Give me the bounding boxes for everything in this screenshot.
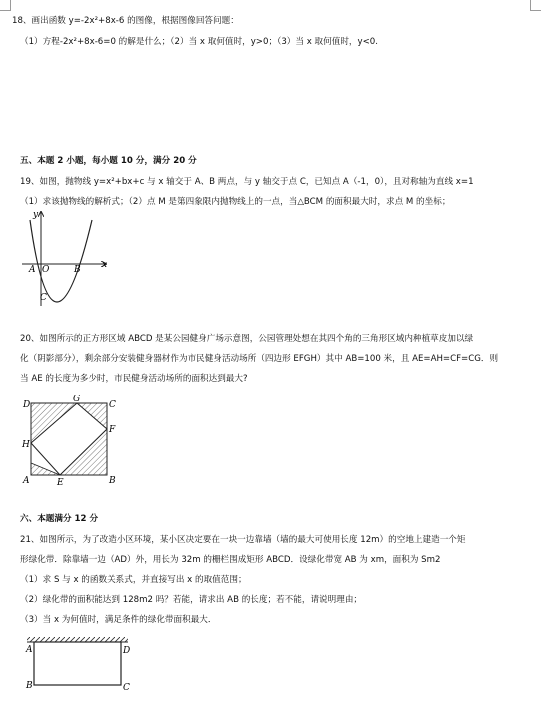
q19-line1: 19、如图，抛物线 y=x²+bx+c 与 x 轴交于 A、B 两点，与 y 轴交于点 C，已知点 A（-1，0），且对称轴为直线 x=1 — [20, 177, 474, 187]
q21-wall — [27, 637, 128, 642]
q19-parabola-curve — [30, 220, 92, 302]
q19-label-B: B — [74, 265, 81, 275]
q20-label-G: G — [73, 395, 81, 404]
page-corner-mark-left — [0, 0, 11, 11]
q21-line2: 形绿化带．除靠墙一边（AD）外，用长为 32m 的栅栏围成矩形 ABCD．设绿化带宽 AB 为 xm，面积为 Sm2 — [20, 555, 441, 565]
q21-label-B: B — [26, 681, 33, 691]
q19-label-C: C — [40, 293, 47, 303]
q21-label-D: D — [123, 646, 131, 656]
q21-line1: 21、如图所示，为了改造小区环境，某小区决定要在一块一边靠墙（墙的最大可使用长度 12m）的空地上建造一个矩 — [20, 535, 466, 545]
q20-line2: 化（阴影部分），剩余部分安装健身器材作为市民健身活动场所（四边形 EFGH）其中 AB=100 米，且 AE=AH=CF=CG．则 — [20, 354, 499, 364]
q19-label-O: O — [42, 265, 50, 275]
section5-heading: 五、本题 2 小题，每小题 10 分，满分 20 分 — [20, 156, 197, 166]
q19-parabola-figure — [20, 208, 115, 308]
q21-label-A: A — [26, 645, 33, 655]
q21-label-C: C — [123, 683, 130, 693]
q20-label-H: H — [22, 440, 30, 450]
q21-rectangle-abcd — [34, 642, 121, 685]
q19-label-x: x — [102, 260, 108, 270]
q21-line4: （2）绿化带的面积能达到 128m2 吗？若能，请求出 AB 的长度；若不能，请说明理由； — [20, 595, 363, 605]
q20-label-B: B — [109, 476, 116, 486]
q20-label-D: D — [23, 400, 31, 410]
q18-line1: 18、画出函数 y=-2x²+8x-6 的图像，根据图像回答问题： — [12, 16, 239, 26]
q20-label-C: C — [109, 400, 116, 410]
q19-line2: （1）求该抛物线的解析式；（2）点 M 是第四象限内抛物线上的一点，当△BCM 的面积最大时，求点 M 的坐标； — [20, 197, 451, 207]
q20-line1: 20、如图所示的正方形区域 ABCD 是某公园健身广场示意图，公园管理处想在其四个角的三角形区域内种植草皮加以绿 — [20, 334, 474, 344]
q20-label-A: A — [23, 476, 30, 486]
q20-line3: 当 AE 的长度为多少时，市民健身活动场所的面积达到最大? — [20, 374, 248, 384]
section6-heading: 六、本题满分 12 分 — [20, 514, 99, 524]
q20-label-E: E — [57, 478, 64, 487]
q20-square-figure — [20, 395, 120, 487]
q19-label-A: A — [29, 265, 36, 275]
q21-rectangle-figure — [20, 632, 140, 694]
q20-label-F: F — [109, 425, 116, 435]
q19-label-y: y — [33, 210, 39, 220]
page-corner-mark-right — [530, 0, 541, 11]
q18-line2: （1）方程-2x²+8x-6=0 的解是什么；（2）当 x 取何值时，y>0；（3）当 x 取何值时，y<0. — [20, 37, 378, 47]
q21-line3: （1）求 S 与 x 的函数关系式，并直接写出 x 的取值范围； — [20, 575, 247, 585]
q21-line5: （3）当 x 为何值时，满足条件的绿化带面积最大． — [20, 615, 217, 625]
